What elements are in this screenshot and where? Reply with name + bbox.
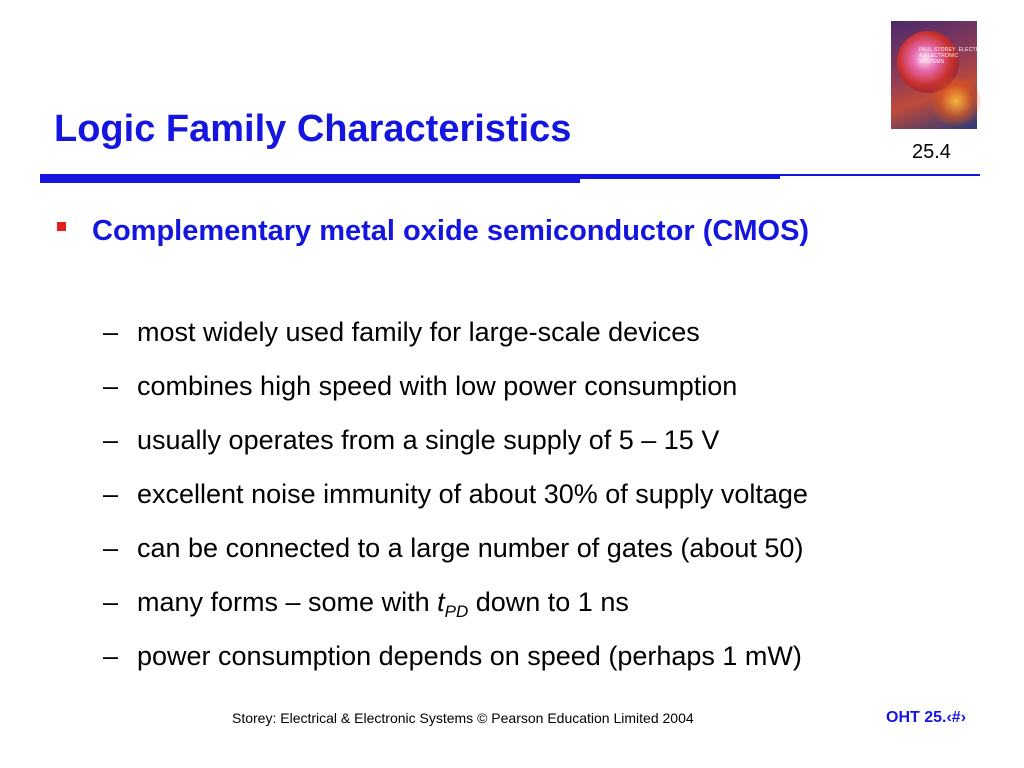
dash-marker: – <box>103 317 119 347</box>
dash-marker: – <box>103 641 119 671</box>
dash-marker: – <box>103 425 119 455</box>
tpd-subscript: PD <box>444 602 469 621</box>
main-bullet-point: Complementary metal oxide semiconductor (CMOS) <box>92 215 810 247</box>
slide-number: 25.4 <box>912 141 951 163</box>
cover-title-text: PAUL STOREY ELECTRICAL & ELECTRONIC SYSTEMS <box>919 47 992 65</box>
slide-title: Logic Family Characteristics <box>54 108 572 150</box>
dash-marker: – <box>103 587 119 617</box>
bullet-square-icon <box>57 222 66 231</box>
sub-point-text: power consumption depends on speed (perhaps 1 mW) <box>137 641 802 671</box>
sub-point-text: combines high speed with low power consumption <box>137 371 738 401</box>
footer-credit: Storey: Electrical & Electronic Systems © Pearson Education Limited 2004 <box>232 710 694 726</box>
sub-point-text: excellent noise immunity of about 30% of supply voltage <box>137 479 808 509</box>
tpd-variable: t <box>437 587 445 617</box>
sub-point-text: most widely used family for large-scale devices <box>137 317 700 347</box>
dash-marker: – <box>103 479 119 509</box>
sub-point-prefix: many forms – some with <box>137 587 438 617</box>
sub-point-text: usually operates from a single supply of 5 – 15 V <box>137 425 720 455</box>
footer-oht-label: OHT 25.‹#› <box>886 709 967 726</box>
sub-point-suffix: down to 1 ns <box>468 587 629 617</box>
dash-marker: – <box>103 533 119 563</box>
dash-marker: – <box>103 371 119 401</box>
sub-point-text: can be connected to a large number of gates (about 50) <box>137 533 804 563</box>
